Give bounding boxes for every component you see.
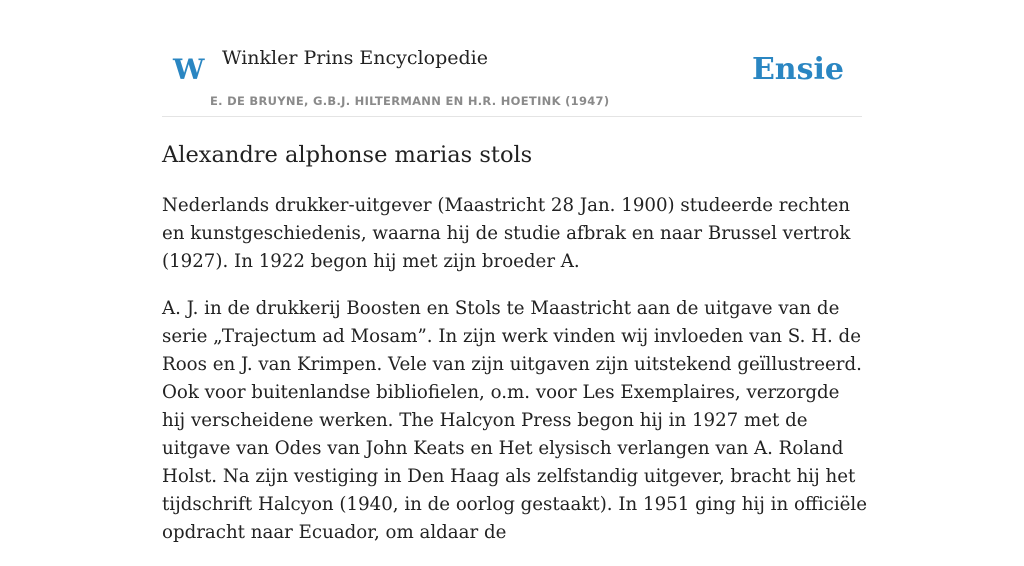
ensie-brand-link[interactable]: Ensie	[751, 52, 844, 87]
encyclopedia-authors: E. DE BRUYNE, G.B.J. HILTERMANN EN H.R. HOETINK (1947)	[210, 94, 610, 108]
article-body	[162, 192, 868, 566]
article-paragraph-1: Nederlands drukker-uitgever (Maastricht 28 Jan. 1900) studeerde rechten en kunstgeschiedenis, waarna hij de studie afbrak en naar Brussel vertrok (1927). In 1922 begon hij met zijn broeder A.	[162, 195, 851, 272]
article-title: Alexandre alphonse marias stols	[162, 142, 533, 168]
encyclopedia-title[interactable]: Winkler Prins Encyclopedie	[222, 47, 488, 69]
article-paragraph-2: A. J. in de drukkerij Boosten en Stols te Maastricht aan de uitgave van de serie „Trajectum ad Mosam”. In zijn werk vinden wij invloeden van S. H. de Roos en J. van Krimpen. Vele van zijn uitgaven zijn uitstekend geïllustreerd. Ook voor buitenlandse bibliofielen, o.m. voor Les Exemplaires, verzorgde hij verscheidene werken. The Halcyon Press begon hij in 1927 met de uitgave van Odes van John Keats en Het elysisch verlangen van A. Roland Holst. Na zijn vestiging in Den Haag als zelfstandig uitgever, bracht hij het tijdschrift Halcyon (1940, in de oorlog gestaakt). In 1951 ging hij in officiële opdracht naar Ecuador, om aldaar de	[162, 298, 867, 543]
winkler-prins-logo-icon[interactable]: W	[173, 53, 205, 86]
header	[162, 36, 862, 117]
